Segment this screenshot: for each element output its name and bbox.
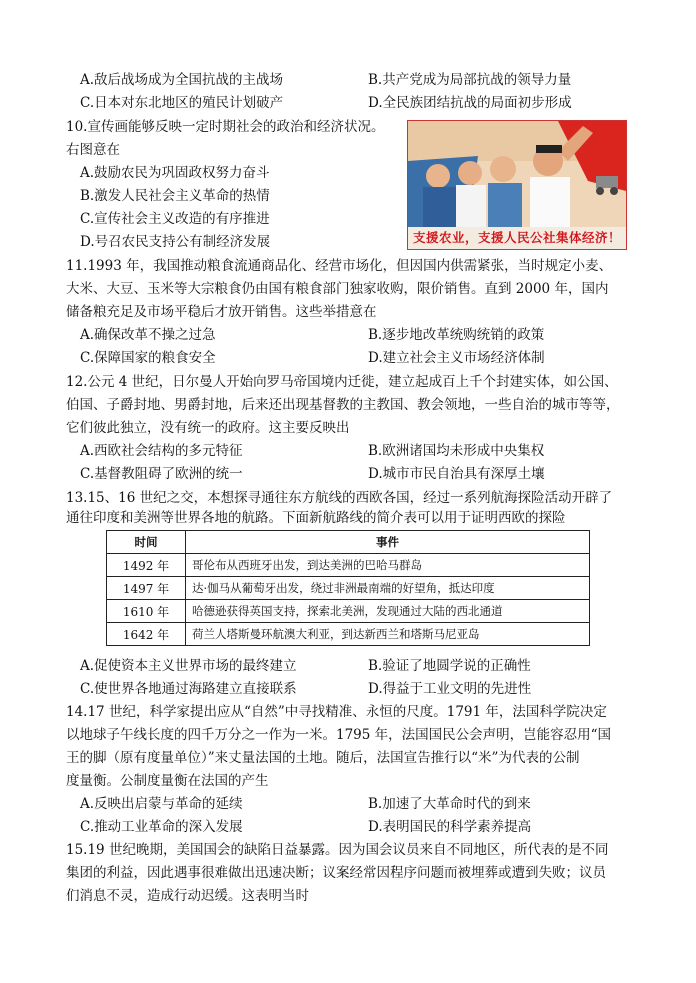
q14-stem-line2: 以地球子午线长度的四千万分之一作为一米。1795 年，法国国民公会声明，岂能容忍用“国: [66, 727, 612, 743]
table-row: [107, 600, 590, 623]
propaganda-poster: [407, 120, 627, 250]
q12-option-c: C.基督教阻碍了欧洲的统一: [80, 466, 243, 482]
q13-stem-line1: 13.15、16 世纪之交，本想探寻通往东方航线的西欧各国，经过一系列航海探险活动开辟了: [66, 490, 613, 506]
q15-stem-line3: 们消息不灵，造成行动迟缓。这表明当时: [66, 888, 309, 904]
q14-stem-line3: 王的脚（原有度量单位）”来丈量法国的土地。随后，法国宣告推行以“米”为代表的公制: [66, 750, 580, 766]
table-header-event: 事件: [186, 531, 590, 554]
q15-stem-line2: 集团的利益，因此遇事很难做出迅速决断；议案经常因程序问题而被埋葬或遭到失败；议员: [66, 865, 606, 881]
table-cell-time: 1492 年: [107, 554, 186, 577]
q11-stem-line3: 储备粮充足及市场平稳后才放开销售。这些举措意在: [66, 304, 377, 320]
q10-option-b: B.激发人民社会主义革命的热情: [80, 188, 270, 204]
q9-option-a: A.敌后战场成为全国抗战的主战场: [80, 72, 284, 88]
poster-illustration: [408, 121, 626, 227]
q9-option-d: D.全民族团结抗战的局面初步形成: [368, 95, 572, 111]
q14-stem-line1: 14.17 世纪，科学家提出应从“自然”中寻找精准、永恒的尺度。1791 年，法国科学院决定: [66, 704, 607, 720]
q11-stem-line2: 大米、大豆、玉米等大宗粮食仍由国有粮食部门独家收购，限价销售。直到 2000 年，国内: [66, 281, 609, 297]
q11-option-b: B.逐步地改革统购统销的政策: [368, 327, 545, 343]
q11-option-d: D.建立社会主义市场经济体制: [368, 350, 545, 366]
q9-option-c: C.日本对东北地区的殖民计划破产: [80, 95, 284, 111]
table-cell-event: 哈德逊获得英国支持，探索北美洲，发现通过大陆的西北通道: [186, 600, 590, 623]
table-cell-time: 1642 年: [107, 623, 186, 646]
table-row: [107, 623, 590, 646]
table-cell-event: 哥伦布从西班牙出发，到达美洲的巴哈马群岛: [186, 554, 590, 577]
q12-stem-line1: 12.公元 4 世纪，日尔曼人开始向罗马帝国境内迁徙，建立起成百上千个封建实体，如公国、: [66, 374, 618, 390]
q10-option-d: D.号召农民支持公有制经济发展: [80, 234, 271, 250]
q10-option-c: C.宣传社会主义改造的有序推进: [80, 211, 270, 227]
table-cell-time: 1497 年: [107, 577, 186, 600]
q12-option-a: A.西欧社会结构的多元特征: [80, 443, 243, 459]
q13-option-b: B.验证了地圆学说的正确性: [368, 658, 531, 674]
q13-option-d: D.得益于工业文明的先进性: [368, 681, 532, 697]
table-header-time: 时间: [107, 531, 186, 554]
q13-stem-line2: 通往印度和美洲等世界各地的航路。下面新航路线的简介表可以用于证明西欧的探险: [66, 510, 566, 526]
q14-option-b: B.加速了大革命时代的到来: [368, 796, 531, 812]
table-cell-event: 达·伽马从葡萄牙出发，绕过非洲最南端的好望角，抵达印度: [186, 577, 590, 600]
q14-stem-line4: 度量衡。公制度量衡在法国的产生: [66, 773, 269, 789]
voyages-table: [106, 530, 590, 646]
q14-option-a: A.反映出启蒙与革命的延续: [80, 796, 243, 812]
table-cell-time: 1610 年: [107, 600, 186, 623]
q14-option-d: D.表明国民的科学素养提高: [368, 819, 532, 835]
table-row: [107, 577, 590, 600]
q12-stem-line2: 伯国、子爵封地、男爵封地，后来还出现基督教的主教国、教会领地，一些自治的城市等等，: [66, 397, 620, 413]
q11-option-a: A.确保改革不操之过急: [80, 327, 216, 343]
q12-option-b: B.欧洲诸国均未形成中央集权: [368, 443, 545, 459]
q10-stem-line2: 右图意在: [66, 142, 120, 158]
table-row: [107, 554, 590, 577]
q15-stem-line1: 15.19 世纪晚期，美国国会的缺陷日益暴露。因为国会议员来自不同地区，所代表的是不同: [66, 842, 609, 858]
q9-option-b: B.共产党成为局部抗战的领导力量: [368, 72, 572, 88]
poster-caption: 支援农业，支援人民公社集体经济！: [408, 227, 626, 249]
q12-stem-line3: 它们彼此独立，没有统一的政府。这主要反映出: [66, 420, 350, 436]
q11-option-c: C.保障国家的粮食安全: [80, 350, 216, 366]
q13-option-c: C.使世界各地通过海路建立直接联系: [80, 681, 297, 697]
table-header-row: [107, 531, 590, 554]
table-cell-event: 荷兰人塔斯曼环航澳大利亚，到达新西兰和塔斯马尼亚岛: [186, 623, 590, 646]
q13-option-a: A.促使资本主义世界市场的最终建立: [80, 658, 297, 674]
q11-stem-line1: 11.1993 年，我国推动粮食流通商品化、经营市场化，但因国内供需紧张，当时规定小麦、: [66, 258, 613, 274]
q14-option-c: C.推动工业革命的深入发展: [80, 819, 243, 835]
q10-stem-line1: 10.宣传画能够反映一定时期社会的政治和经济状况。: [66, 119, 385, 135]
q12-option-d: D.城市市民自治具有深厚土壤: [368, 466, 545, 482]
q10-option-a: A.鼓励农民为巩固政权努力奋斗: [80, 165, 270, 181]
